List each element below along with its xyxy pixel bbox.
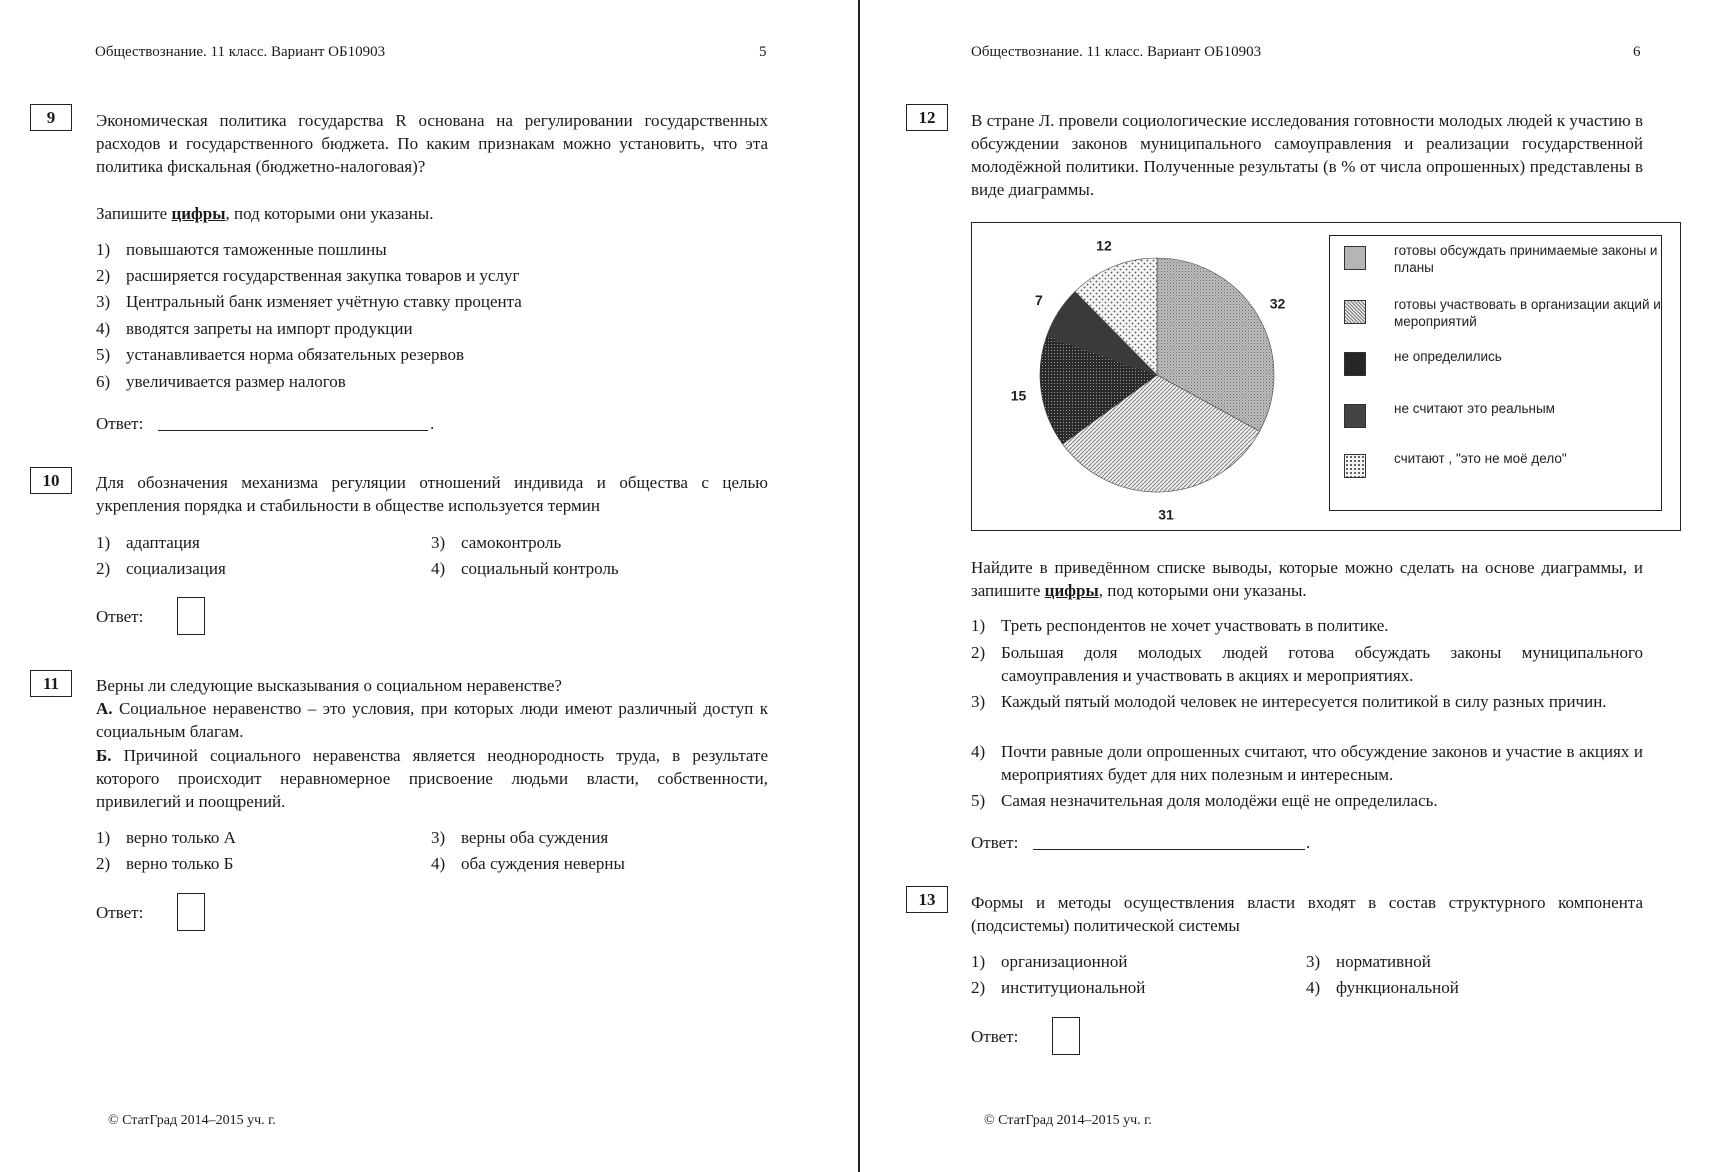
question-12-text: В стране Л. провели социологические исследования готовности молодых людей к участию в обсуждении законов муниципального самоуправления и реализации государственной молодёжной политики. Полученные результаты (в % от числа опрошенных) представлены в виде диаграммы.: [971, 111, 1643, 199]
question-9-instruction: Запишите цифры, под которыми они указаны.: [96, 204, 434, 223]
answer-label-13: Ответ:: [971, 1027, 1019, 1046]
question-12-option-1: 1) Треть респондентов не хочет участвовать в политике.: [971, 616, 1389, 635]
pie-label-3: 15: [1010, 387, 1027, 404]
question-9-option-2: 2) расширяется государственная закупка товаров и услуг: [96, 266, 520, 285]
question-11-text: Верны ли следующие высказывания о социальном неравенстве?: [96, 676, 562, 695]
legend-swatch-3: [1344, 352, 1366, 376]
question-number-13: 13: [906, 886, 948, 913]
question-10-option-2: 2) социализация: [96, 559, 226, 578]
question-number-12: 12: [906, 104, 948, 131]
question-number-9: 9: [30, 104, 72, 131]
emphasis-digits-12: цифры: [1044, 581, 1099, 600]
question-11-option-2: 2) верно только Б: [96, 854, 234, 873]
question-9-option-4: 4) вводятся запреты на импорт продукции: [96, 319, 413, 338]
page-header-left: Обществознание. 11 класс. Вариант ОБ10903: [95, 44, 386, 60]
pie-label-2: 31: [1158, 506, 1174, 523]
pie-label-4: 7: [1034, 291, 1043, 308]
answer-label-12: Ответ:: [971, 833, 1019, 852]
question-13-option-4: 4) функциональной: [1306, 978, 1459, 997]
legend-label-5: считают , "это не моё дело": [1394, 451, 1567, 466]
statement-a: А. Социальное неравенство – это условия, при которых люди имеют различный доступ к социальным благам.: [96, 699, 768, 741]
answer-label-11: Ответ:: [96, 903, 144, 922]
question-number-11: 11: [30, 670, 72, 697]
pie-chart: [972, 223, 1312, 529]
legend-swatch-5: [1344, 454, 1366, 478]
question-12-instruction: Найдите в приведённом списке выводы, которые можно сделать на основе диаграммы, и запишите цифры, под которыми они указаны.: [971, 558, 1643, 600]
emphasis-digits: цифры: [171, 204, 226, 223]
question-number-10: 10: [30, 467, 72, 494]
answer-box-10[interactable]: [177, 597, 205, 635]
question-13-option-1: 1) организационной: [971, 952, 1128, 971]
answer-label-10: Ответ:: [96, 607, 144, 626]
chart-legend: [1329, 235, 1662, 511]
question-11-option-4: 4) оба суждения неверны: [431, 854, 625, 873]
question-12-option-2: 2) Большая доля молодых людей готова обсуждать законы муниципального самоуправления и участвовать в акциях и мероприятиях.: [971, 643, 1643, 685]
pie-label-5: 12: [1096, 237, 1112, 254]
question-10-option-3: 3) самоконтроль: [431, 533, 562, 552]
legend-swatch-2: [1344, 300, 1366, 324]
answer-line-9-period: .: [430, 414, 435, 433]
question-9-option-6: 6) увеличивается размер налогов: [96, 372, 346, 391]
answer-label-9: Ответ:: [96, 414, 144, 433]
statement-b: Б. Причиной социального неравенства является неоднородность труда, в результате которого происходит неравномерное присвоение людьми власти, собственности, привилегий и поощрений.: [96, 746, 768, 811]
question-13-text: Формы и методы осуществления власти входят в состав структурного компонента (подсистемы) политической системы: [971, 893, 1643, 935]
question-12-option-3: 3) Каждый пятый молодой человек не интересуется политикой в силу разных причин.: [971, 692, 1607, 711]
answer-box-13[interactable]: [1052, 1017, 1080, 1055]
question-11-option-3: 3) верны оба суждения: [431, 828, 609, 847]
question-12-option-4: 4) Почти равные доли опрошенных считают, что обсуждение законов и участие в акциях и мероприятиях будет для них полезным и интересным.: [971, 742, 1643, 784]
legend-label-3: не определились: [1394, 349, 1502, 364]
question-10-option-4: 4) социальный контроль: [431, 559, 619, 578]
question-9-option-3: 3) Центральный банк изменяет учётную ставку процента: [96, 292, 522, 311]
question-9-option-5: 5) устанавливается норма обязательных резервов: [96, 345, 464, 364]
question-12-option-5: 5) Самая незначительная доля молодёжи ещё не определилась.: [971, 791, 1438, 810]
legend-swatch-1: [1344, 246, 1366, 270]
page-header-right: Обществознание. 11 класс. Вариант ОБ10903: [971, 44, 1262, 60]
answer-line-12[interactable]: [1033, 849, 1305, 850]
answer-box-11[interactable]: [177, 893, 205, 931]
page-number-left: 5: [759, 44, 767, 60]
question-10-text: Для обозначения механизма регуляции отношений индивида и общества с целью укрепления порядка и стабильности в обществе используется термин: [96, 473, 768, 515]
answer-line-9[interactable]: [158, 430, 428, 431]
question-9-text: Экономическая политика государства R основана на регулировании государственных расходов и государственного бюджета. По каким признакам можно установить, что эта политика фискальная (бюджетно-налоговая)?: [96, 111, 768, 176]
copyright-right: © СтатГрад 2014–2015 уч. г.: [984, 1113, 1152, 1128]
question-10-option-1: 1) адаптация: [96, 533, 200, 552]
question-13-option-2: 2) институциональной: [971, 978, 1146, 997]
question-13-option-3: 3) нормативной: [1306, 952, 1431, 971]
legend-swatch-4: [1344, 404, 1366, 428]
pie-chart-frame: [971, 222, 1681, 531]
question-9-option-1: 1) повышаются таможенные пошлины: [96, 240, 387, 259]
legend-label-1: готовы обсуждать принимаемые законы и планы: [1394, 243, 1658, 275]
pie-label-1: 32: [1269, 295, 1286, 312]
answer-line-12-period: .: [1306, 833, 1311, 852]
legend-label-2: готовы участвовать в организации акций и мероприятий: [1394, 297, 1661, 329]
page-divider: [858, 0, 860, 1172]
copyright-left: © СтатГрад 2014–2015 уч. г.: [108, 1113, 276, 1128]
legend-label-4: не считают это реальным: [1394, 401, 1555, 416]
question-11-option-1: 1) верно только А: [96, 828, 236, 847]
page-number-right: 6: [1633, 44, 1641, 60]
